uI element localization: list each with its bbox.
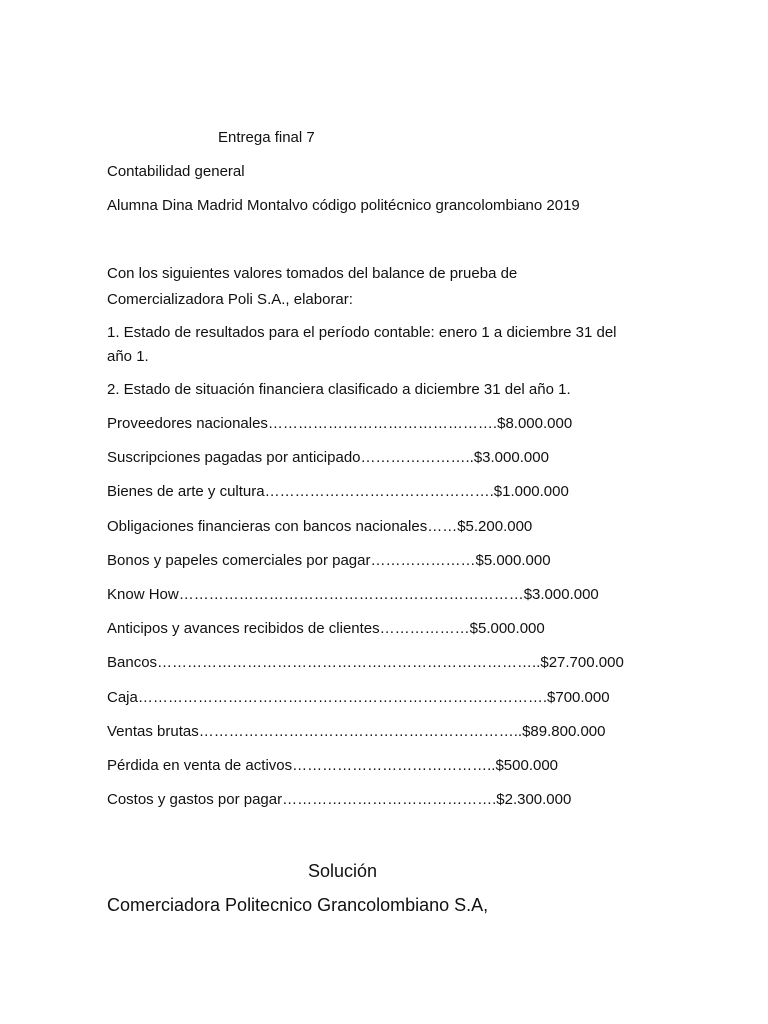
account-item: Caja……………………………………………………………………….$700.000 <box>107 688 610 706</box>
account-item: Anticipos y avances recibidos de clientes………………$5.000.000 <box>107 620 545 638</box>
account-item: Obligaciones financieras con bancos nacionales……$5.200.000 <box>107 517 533 535</box>
account-item: Bienes de arte y cultura……………………………………….$1.000.000 <box>107 483 569 501</box>
account-item: Know How……………………………………………………………$3.000.000 <box>107 585 599 603</box>
intro-line-1: Con los siguientes valores tomados del balance de prueba de <box>107 265 518 282</box>
instruction-1-line-1: 1. Estado de resultados para el período contable: enero 1 a diciembre 31 del <box>107 324 617 341</box>
account-item: Pérdida en venta de activos…………………………………..$500.000 <box>107 756 559 774</box>
subject-line: Contabilidad general <box>107 163 245 180</box>
instruction-2: 2. Estado de situación financiera clasificado a diciembre 31 del año 1. <box>107 381 571 398</box>
account-item: Bonos y papeles comerciales por pagar…………………$5.000.000 <box>107 551 551 569</box>
account-item: Suscripciones pagadas por anticipado…………………..$3.000.000 <box>107 449 549 467</box>
solution-heading: Solución <box>308 861 378 881</box>
student-line: Alumna Dina Madrid Montalvo código politécnico grancolombiano 2019 <box>107 197 580 214</box>
instruction-1-line-2: año 1. <box>107 348 149 365</box>
account-item: Costos y gastos por pagar…………………………………….$2.300.000 <box>107 791 572 809</box>
account-item: Bancos…………………………………………………………………..$27.700.000 <box>107 654 624 672</box>
account-item: Proveedores nacionales……………………………………….$8.000.000 <box>107 415 573 432</box>
company-name: Comerciadora Politecnico Grancolombiano S.A, <box>107 895 489 915</box>
document-title: Entrega final 7 <box>218 129 315 146</box>
account-item: Ventas brutas………………………………………………………..$89.800.000 <box>107 722 606 740</box>
intro-line-2: Comercializadora Poli S.A., elaborar: <box>107 291 353 308</box>
account-list <box>107 414 624 824</box>
